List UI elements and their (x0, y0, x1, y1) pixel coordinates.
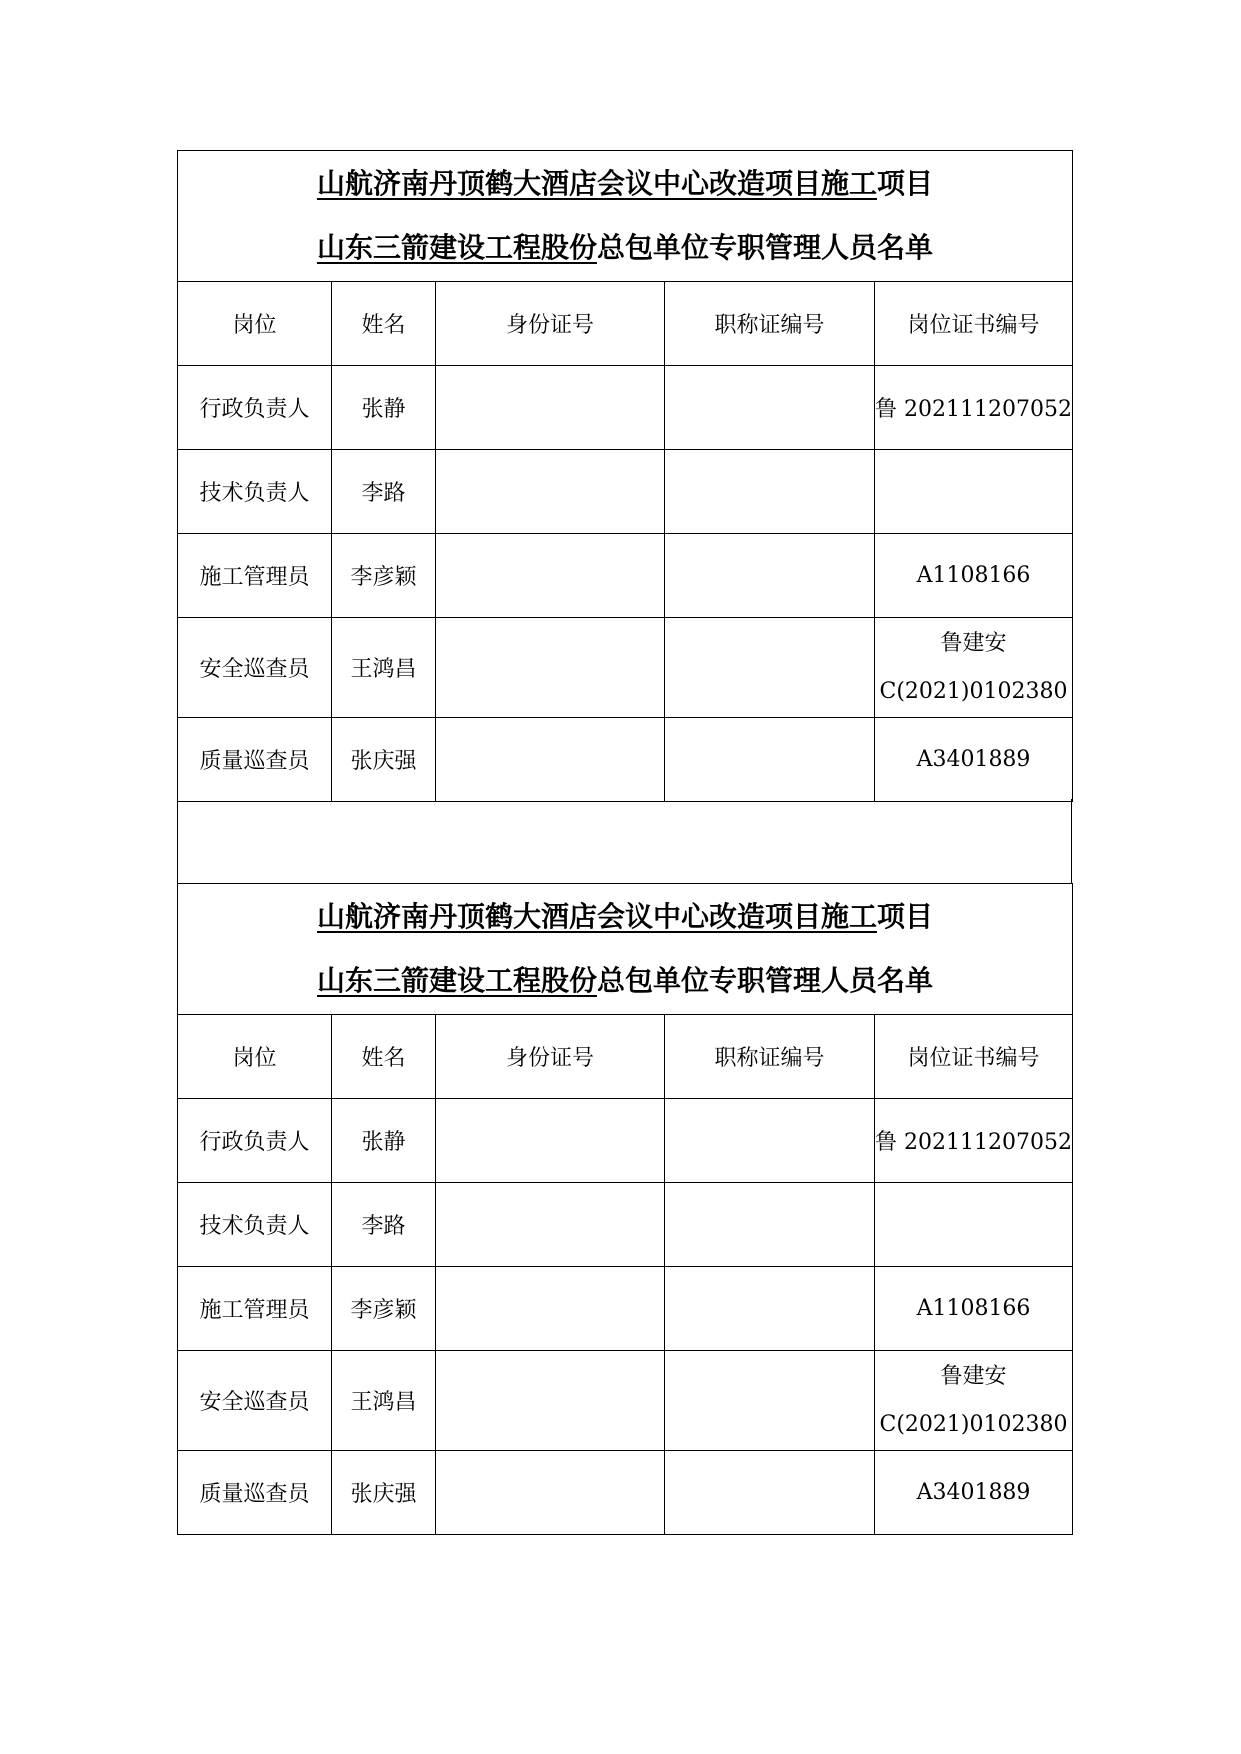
cell-name: 张庆强 (332, 718, 436, 802)
header-id-no: 身份证号 (436, 1015, 665, 1099)
post-cert-line1: 鲁建安 (940, 630, 1007, 656)
cell-id-no (436, 718, 665, 802)
header-post: 岗位 (178, 282, 332, 366)
cell-post-cert (875, 618, 1073, 718)
title-line1-rest: 项目 (877, 900, 934, 933)
table-row (178, 534, 1073, 618)
blank-separator-row (177, 799, 1072, 883)
table-title (178, 151, 1073, 282)
table-row (178, 1267, 1073, 1351)
cell-post: 施工管理员 (178, 534, 332, 618)
table-row (178, 1451, 1073, 1535)
cell-post: 质量巡查员 (178, 1451, 332, 1535)
cell-post-cert: A1108166 (875, 534, 1073, 618)
header-title-cert: 职称证编号 (665, 282, 875, 366)
cell-post: 技术负责人 (178, 1183, 332, 1267)
cell-name: 王鸿昌 (332, 1351, 436, 1451)
header-post-cert: 岗位证书编号 (875, 282, 1073, 366)
cell-id-no (436, 450, 665, 534)
cell-name: 李彦颖 (332, 1267, 436, 1351)
cell-id-no (436, 1099, 665, 1183)
cell-post-cert: A3401889 (875, 1451, 1073, 1535)
post-cert-line1: 鲁建安 (940, 1363, 1007, 1389)
cell-id-no (436, 1267, 665, 1351)
cell-title-cert (665, 618, 875, 718)
header-name: 姓名 (332, 1015, 436, 1099)
cell-title-cert (665, 1351, 875, 1451)
header-title-cert: 职称证编号 (665, 1015, 875, 1099)
cell-post-cert: A1108166 (875, 1267, 1073, 1351)
cell-post: 安全巡查员 (178, 1351, 332, 1451)
cell-title-cert (665, 366, 875, 450)
cell-id-no (436, 1183, 665, 1267)
title-line2-rest: 总包单位专职管理人员名单 (597, 231, 934, 264)
cell-post-cert (875, 1183, 1073, 1267)
header-post: 岗位 (178, 1015, 332, 1099)
cell-title-cert (665, 450, 875, 534)
header-row (178, 282, 1073, 366)
post-cert-line2: C(2021)0102380 (879, 1411, 1068, 1437)
cell-id-no (436, 618, 665, 718)
title-line1-underlined: 山航济南丹顶鹤大酒店会议中心改造项目施工 (316, 167, 877, 200)
cell-name: 张静 (332, 366, 436, 450)
cell-title-cert (665, 1099, 875, 1183)
table-row (178, 1099, 1073, 1183)
cell-name: 张庆强 (332, 1451, 436, 1535)
post-cert-line2: C(2021)0102380 (879, 678, 1068, 704)
cell-id-no (436, 534, 665, 618)
title-line2-underlined: 山东三箭建设工程股份 (316, 964, 597, 997)
cell-name: 李路 (332, 1183, 436, 1267)
cell-post-cert: 鲁 202111207052 (875, 366, 1073, 450)
table-row (178, 618, 1073, 718)
cell-title-cert (665, 718, 875, 802)
header-post-cert: 岗位证书编号 (875, 1015, 1073, 1099)
cell-title-cert (665, 1183, 875, 1267)
cell-id-no (436, 366, 665, 450)
title-line1-underlined: 山航济南丹顶鹤大酒店会议中心改造项目施工 (316, 900, 877, 933)
table-row (178, 718, 1073, 802)
cell-post: 施工管理员 (178, 1267, 332, 1351)
cell-post-cert (875, 450, 1073, 534)
table-row (178, 366, 1073, 450)
cell-name: 王鸿昌 (332, 618, 436, 718)
cell-title-cert (665, 1267, 875, 1351)
table-title (178, 884, 1073, 1015)
cell-title-cert (665, 534, 875, 618)
cell-name: 张静 (332, 1099, 436, 1183)
cell-post: 行政负责人 (178, 1099, 332, 1183)
cell-id-no (436, 1351, 665, 1451)
cell-post-cert (875, 1351, 1073, 1451)
cell-post: 行政负责人 (178, 366, 332, 450)
table-row (178, 1351, 1073, 1451)
cell-post-cert: 鲁 202111207052 (875, 1099, 1073, 1183)
title-line2-rest: 总包单位专职管理人员名单 (597, 964, 934, 997)
cell-post: 安全巡查员 (178, 618, 332, 718)
title-line1-rest: 项目 (877, 167, 934, 200)
header-row (178, 1015, 1073, 1099)
cell-id-no (436, 1451, 665, 1535)
table-row (178, 1183, 1073, 1267)
staff-roster-table (177, 150, 1073, 802)
cell-title-cert (665, 1451, 875, 1535)
cell-post-cert: A3401889 (875, 718, 1073, 802)
cell-name: 李彦颖 (332, 534, 436, 618)
header-name: 姓名 (332, 282, 436, 366)
cell-name: 李路 (332, 450, 436, 534)
cell-post: 质量巡查员 (178, 718, 332, 802)
title-line2-underlined: 山东三箭建设工程股份 (316, 231, 597, 264)
cell-post: 技术负责人 (178, 450, 332, 534)
staff-roster-table (177, 883, 1073, 1535)
header-id-no: 身份证号 (436, 282, 665, 366)
table-row (178, 450, 1073, 534)
